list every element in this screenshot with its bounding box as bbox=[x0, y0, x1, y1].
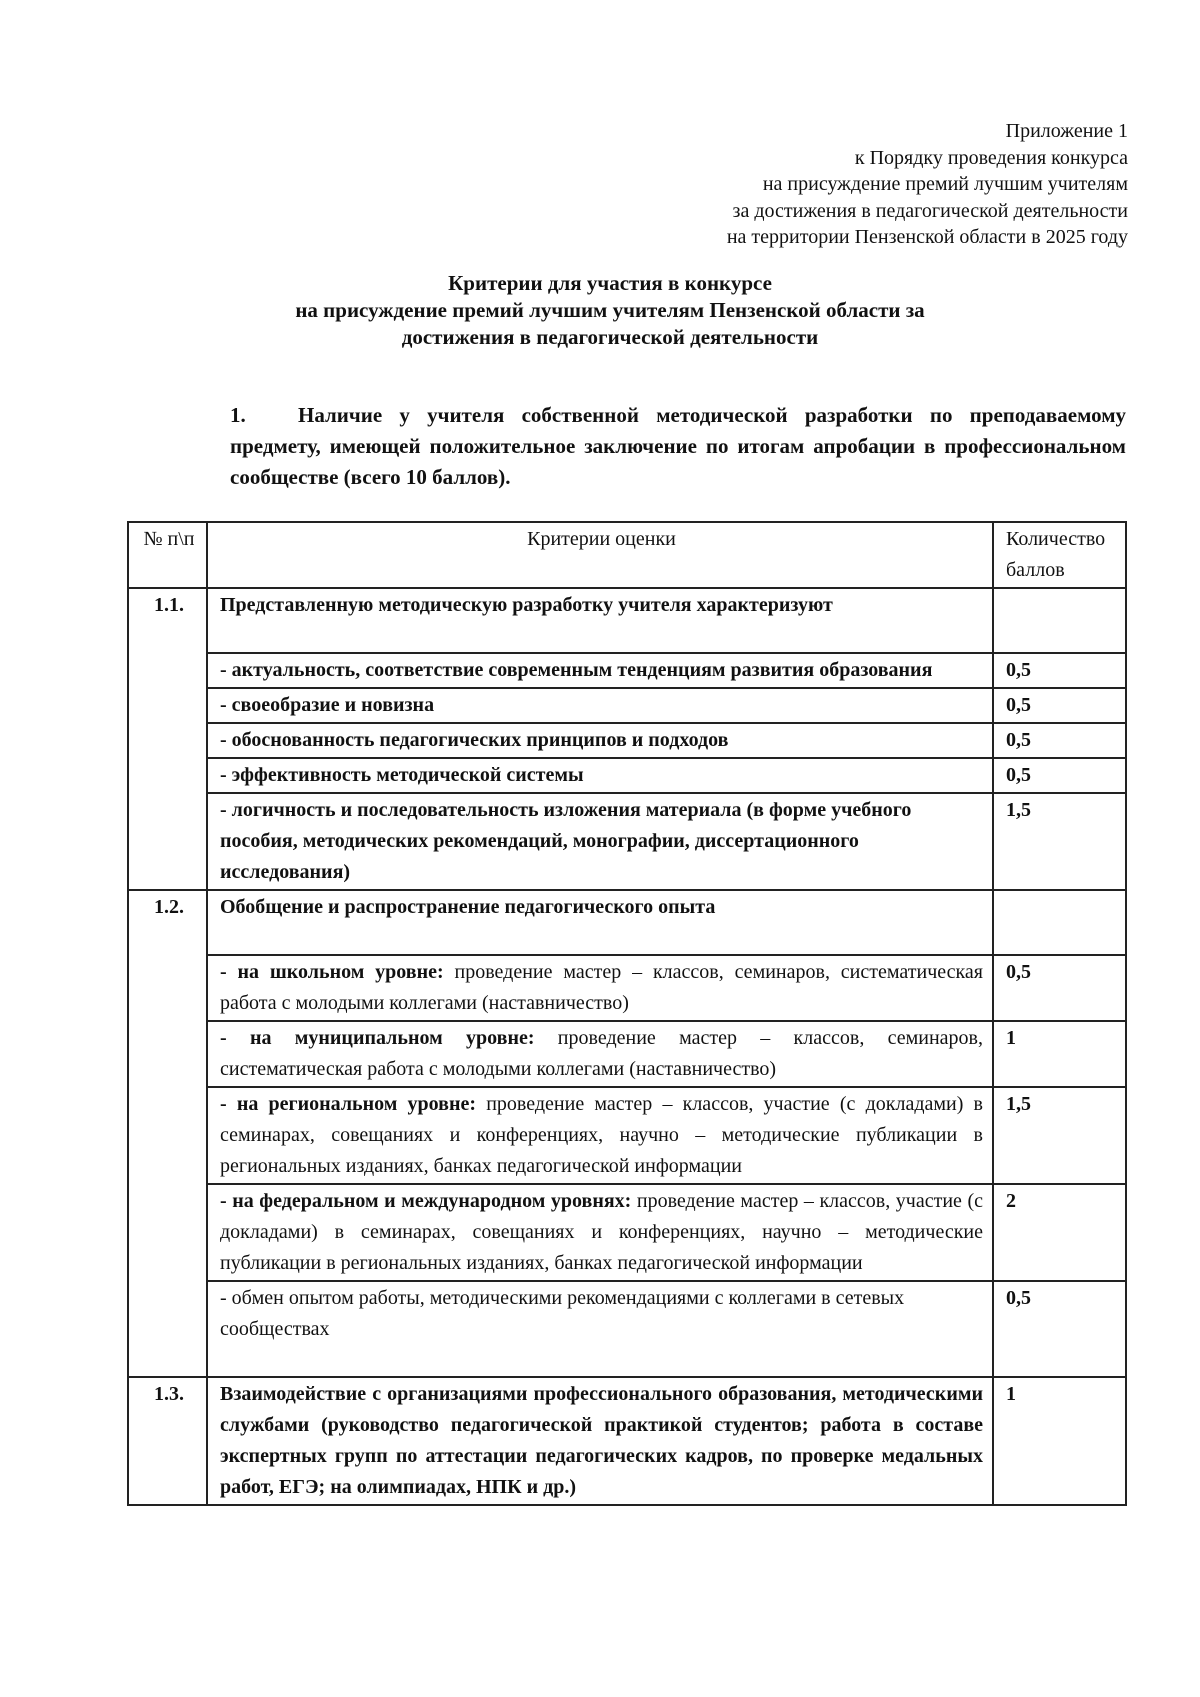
title-line: Критерии для участия в конкурсе bbox=[448, 271, 772, 295]
table-row bbox=[128, 890, 1126, 955]
table-row bbox=[128, 758, 1126, 793]
header-criteria: Критерии оценки bbox=[207, 522, 993, 588]
appendix-line: за достижения в педагогической деятельности bbox=[732, 199, 1128, 222]
section-heading bbox=[230, 400, 1126, 493]
title-line: на присуждение премий лучшим учителям Пензенской области за bbox=[295, 298, 925, 322]
score-cell: 0,5 bbox=[993, 1281, 1126, 1377]
table-row bbox=[128, 793, 1126, 890]
header-num: № п\п bbox=[128, 522, 207, 588]
table-row bbox=[128, 688, 1126, 723]
table-row bbox=[128, 723, 1126, 758]
group-title: Обобщение и распространение педагогического опыта bbox=[207, 890, 993, 955]
criterion-text bbox=[207, 1021, 993, 1087]
criterion-text: - своеобразие и новизна bbox=[207, 688, 993, 723]
table-row bbox=[128, 1021, 1126, 1087]
table-row bbox=[128, 653, 1126, 688]
group-num: 1.2. bbox=[128, 890, 207, 1377]
criterion-text bbox=[207, 1184, 993, 1281]
title-line: достижения в педагогической деятельности bbox=[401, 325, 819, 349]
score-cell bbox=[993, 588, 1126, 653]
score-cell: 2 bbox=[993, 1184, 1126, 1281]
criterion-desc: проведение мастер – классов, участие (с докладами) в семинарах, совещаниях и конференциях, научно – методические публикации в региональных изданиях, банках педагогической информации bbox=[220, 1190, 984, 1274]
group-num: 1.1. bbox=[128, 588, 207, 890]
header-score: Количество баллов bbox=[993, 522, 1126, 588]
appendix-block bbox=[727, 118, 1128, 251]
appendix-line: к Порядку проведения конкурса bbox=[854, 146, 1128, 169]
score-cell: 1 bbox=[993, 1377, 1126, 1505]
criterion-text: - обоснованность педагогических принципов и подходов bbox=[207, 723, 993, 758]
score-cell: 1 bbox=[993, 1021, 1126, 1087]
criterion-text: - актуальность, соответствие современным тенденциям развития образования bbox=[207, 653, 993, 688]
appendix-line: Приложение 1 bbox=[1005, 120, 1128, 142]
appendix-line: на территории Пензенской области в 2025 году bbox=[726, 226, 1128, 248]
score-cell: 1,5 bbox=[993, 1087, 1126, 1184]
table-row bbox=[128, 1281, 1126, 1377]
criterion-text: - логичность и последовательность изложения материала (в форме учебного пособия, методических рекомендаций, монографии, диссертационного исследования) bbox=[207, 793, 993, 890]
group-title: Представленную методическую разработку учителя характеризуют bbox=[207, 588, 993, 653]
appendix-line: на присуждение премий лучшим учителям bbox=[762, 173, 1128, 195]
criteria-table bbox=[127, 521, 1127, 1506]
section-text: Наличие у учителя собственной методической разработки по преподаваемому предмету, имеющей положительное заключение по итогам апробации в профессиональном сообществе (всего 10 баллов). bbox=[230, 403, 1126, 489]
criterion-level: - на региональном уровне: bbox=[220, 1093, 477, 1115]
score-cell: 0,5 bbox=[993, 723, 1126, 758]
criterion-level: - на муниципальном уровне: bbox=[220, 1027, 535, 1049]
criterion-level: - на федеральном и международном уровнях: bbox=[220, 1190, 632, 1212]
criterion-text bbox=[207, 1087, 993, 1184]
criterion-desc: проведение мастер – классов, семинаров, систематическая работа с молодыми коллегами (наставничество) bbox=[220, 1027, 983, 1080]
criterion-level: - на школьном уровне: bbox=[220, 961, 444, 983]
table-row bbox=[128, 588, 1126, 653]
document-title bbox=[130, 270, 1090, 351]
criterion-text bbox=[207, 955, 993, 1021]
group-num: 1.3. bbox=[128, 1377, 207, 1505]
criterion-text: - обмен опытом работы, методическими рекомендациями с коллегами в сетевых сообществах bbox=[207, 1281, 993, 1377]
score-cell bbox=[993, 890, 1126, 955]
score-cell: 0,5 bbox=[993, 758, 1126, 793]
score-cell: 0,5 bbox=[993, 955, 1126, 1021]
criterion-desc: проведение мастер – классов, семинаров, систематическая работа с молодыми коллегами (наставничество) bbox=[220, 961, 983, 1014]
table-row bbox=[128, 1087, 1126, 1184]
criterion-desc: проведение мастер – классов, участие (с докладами) в семинарах, совещаниях и конференциях, научно – методические публикации в региональных изданиях, банках педагогической информации bbox=[220, 1093, 984, 1177]
score-cell: 0,5 bbox=[993, 688, 1126, 723]
table-header-row bbox=[128, 522, 1126, 588]
score-cell: 1,5 bbox=[993, 793, 1126, 890]
group-title: Взаимодействие с организациями профессионального образования, методическими службами (руководство педагогической практикой студентов; работа в составе экспертных групп по аттестации педагогических кадров, по проверке медальных работ, ЕГЭ; на олимпиадах, НПК и др.) bbox=[207, 1377, 993, 1505]
criterion-text: - эффективность методической системы bbox=[207, 758, 993, 793]
table-row bbox=[128, 1377, 1126, 1505]
score-cell: 0,5 bbox=[993, 653, 1126, 688]
section-number: 1. bbox=[230, 403, 246, 427]
table-row bbox=[128, 1184, 1126, 1281]
table-row bbox=[128, 955, 1126, 1021]
